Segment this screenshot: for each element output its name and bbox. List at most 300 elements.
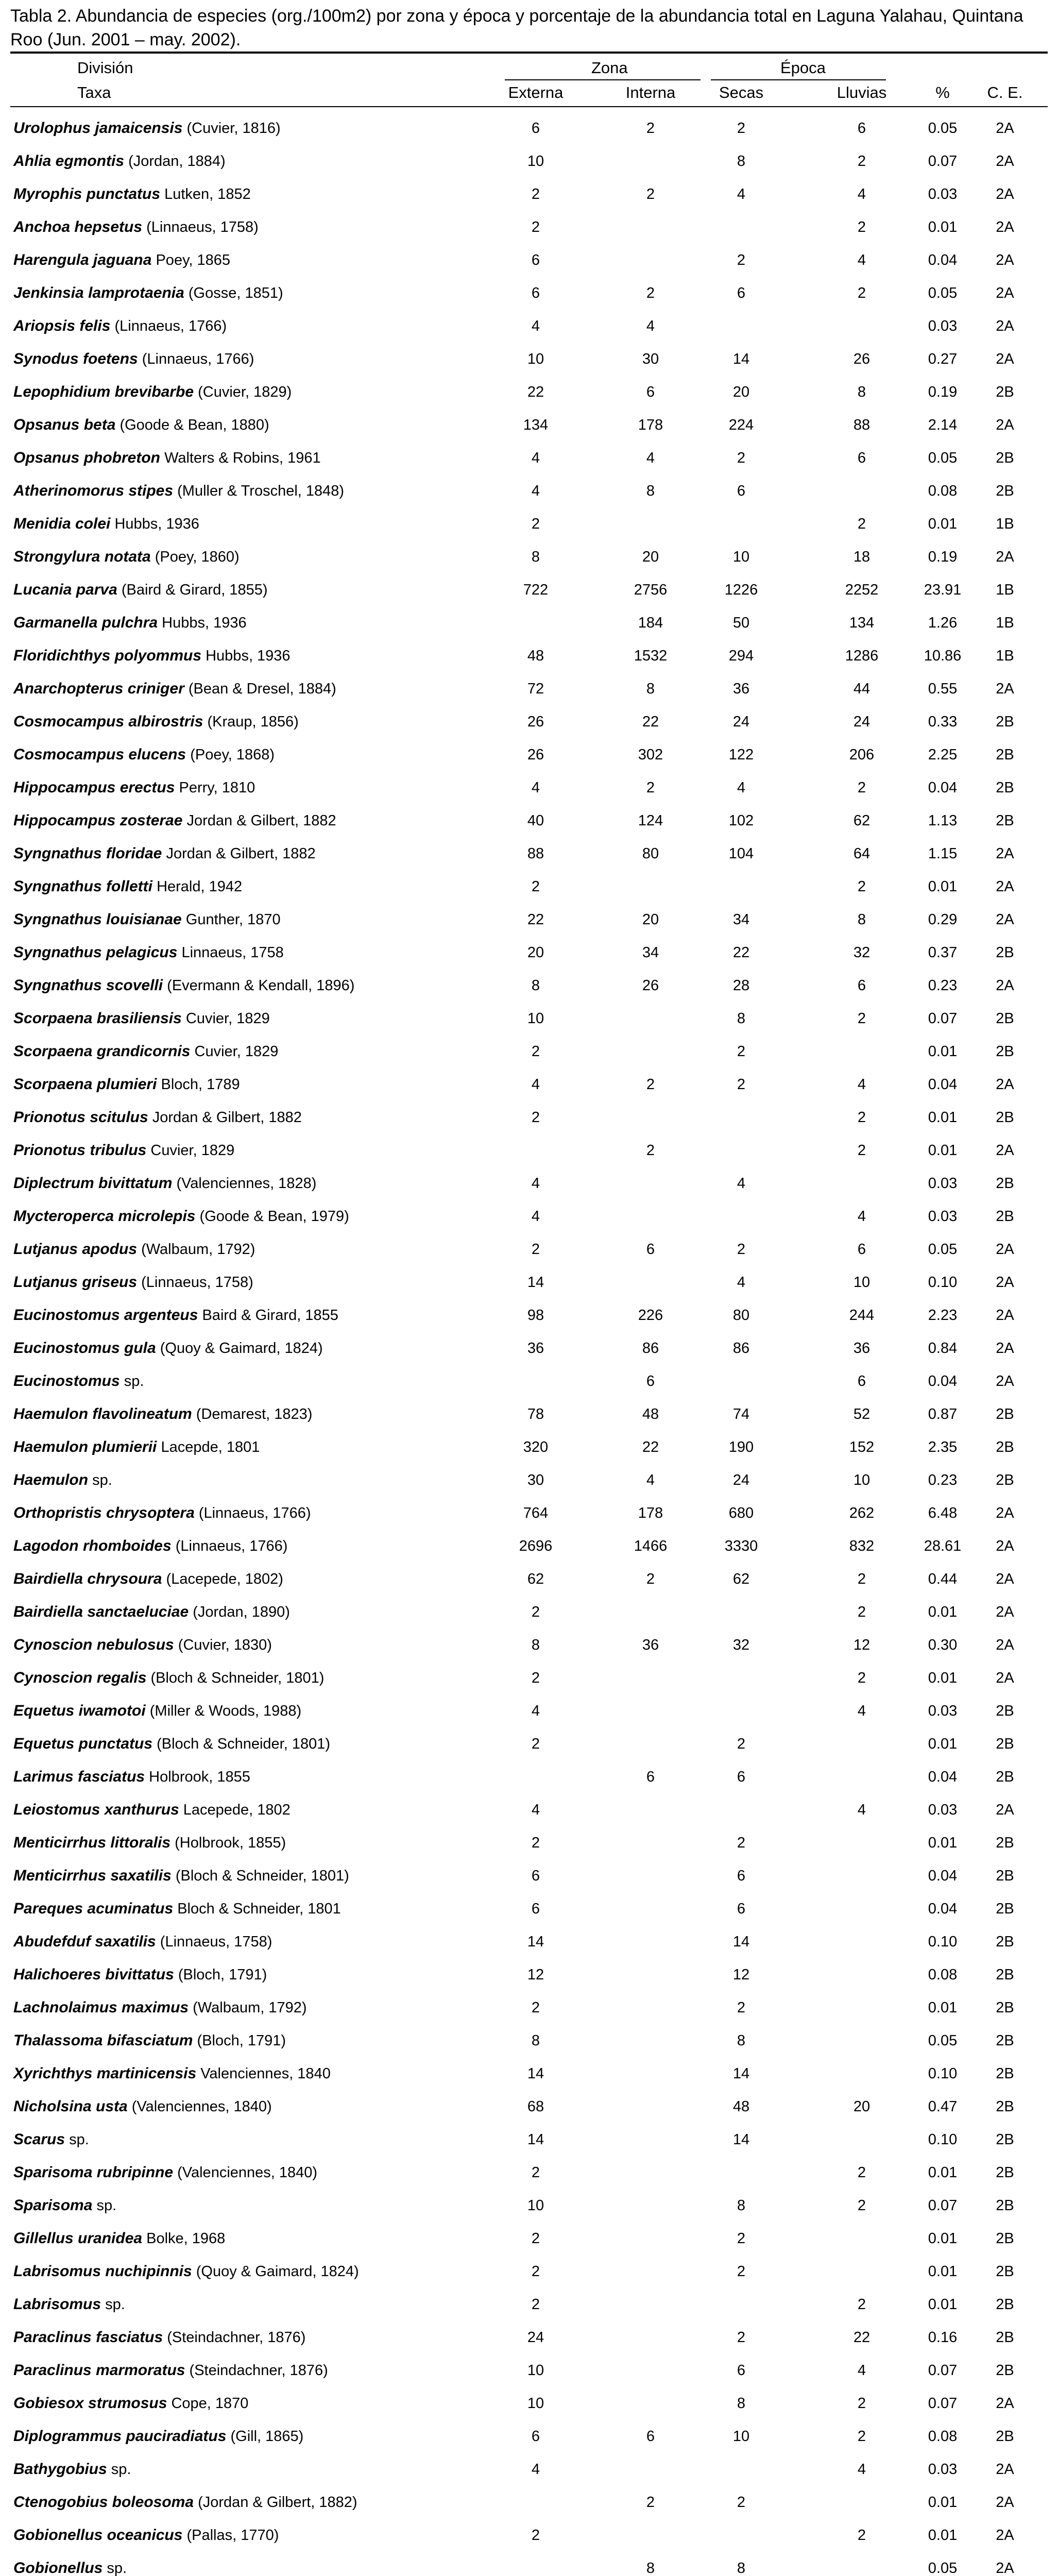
table-row (10, 1264, 1048, 1299)
table-row (10, 605, 1048, 640)
cell-percent: 0.01 (928, 1043, 958, 1060)
cell-ecological-category: 2A (996, 2461, 1014, 2478)
scientific-name: Haemulon plumierii (13, 1438, 157, 1455)
cell-interna: 48 (642, 1406, 659, 1422)
scientific-name: Scorpaena plumieri (13, 1076, 157, 1093)
table-row (10, 1924, 1048, 1959)
cell-interna: 20 (642, 549, 659, 565)
cell-lluvias: 4 (857, 1802, 866, 1818)
author-citation: Hubbs, 1936 (206, 648, 291, 664)
table-row (10, 1231, 1048, 1266)
header-secas: Secas (719, 83, 764, 101)
cell-interna: 2 (646, 2494, 655, 2511)
cell-secas: 3330 (724, 1538, 758, 1554)
header-pct: % (935, 83, 950, 101)
cell-externa: 2 (531, 1736, 540, 1752)
taxon-name (13, 1900, 341, 1918)
author-citation: Herald, 1942 (157, 878, 243, 895)
cell-lluvias: 32 (853, 944, 871, 961)
cell-ecological-category: 2B (996, 1868, 1014, 1884)
cell-interna: 6 (646, 1241, 655, 1258)
cell-externa: 14 (527, 1274, 544, 1291)
table-row (10, 1462, 1048, 1497)
table-row (10, 374, 1048, 409)
cell-externa: 764 (523, 1505, 549, 1521)
taxon-name (13, 1241, 255, 1258)
cell-lluvias: 26 (853, 351, 871, 367)
cell-interna: 1532 (634, 648, 668, 664)
cell-ecological-category: 2A (996, 252, 1014, 268)
cell-externa: 2 (531, 878, 540, 895)
taxon-name (13, 581, 268, 599)
taxon-name (13, 1867, 349, 1885)
table-row (10, 143, 1048, 178)
cell-secas: 14 (732, 1934, 750, 1950)
cell-ecological-category: 2B (996, 714, 1014, 730)
cell-externa: 10 (527, 153, 544, 170)
cell-externa: 2696 (519, 1538, 553, 1554)
cell-lluvias: 52 (853, 1406, 871, 1422)
cell-lluvias: 10 (853, 1274, 871, 1291)
table-row (10, 671, 1048, 706)
cell-secas: 4 (737, 186, 746, 202)
cell-interna: 2756 (634, 582, 668, 598)
cell-ecological-category: 2B (996, 1769, 1014, 1785)
author-citation: sp. (111, 2461, 131, 2478)
cell-ecological-category: 1B (996, 516, 1014, 532)
cell-ecological-category: 2A (996, 417, 1014, 433)
author-citation: (Steindachner, 1876) (189, 2362, 328, 2379)
taxon-name (13, 1603, 290, 1621)
cell-lluvias: 20 (853, 2098, 871, 2115)
cell-lluvias: 4 (857, 1703, 866, 1719)
table-row (10, 968, 1048, 1003)
cell-interna: 2 (646, 285, 655, 301)
cell-percent: 0.19 (928, 384, 958, 400)
cell-externa: 4 (531, 2461, 540, 2478)
cell-ecological-category: 2A (996, 1604, 1014, 1620)
cell-externa: 2 (531, 2263, 540, 2280)
cell-percent: 1.15 (928, 845, 958, 862)
scientific-name: Bathygobius (13, 2461, 107, 2478)
taxon-name (13, 383, 292, 401)
cell-secas: 8 (737, 2560, 746, 2576)
taxon-name (13, 350, 254, 368)
cell-ecological-category: 2A (996, 2395, 1014, 2412)
table-row (10, 2056, 1048, 2091)
cell-ecological-category: 2B (996, 450, 1014, 466)
cell-lluvias: 4 (857, 1076, 866, 1093)
header-ce: C. E. (987, 83, 1023, 101)
cell-secas: 14 (732, 351, 750, 367)
scientific-name: Paraclinus fasciatus (13, 2329, 163, 2346)
cell-secas: 12 (732, 1967, 750, 1983)
cell-secas: 14 (732, 2131, 750, 2148)
cell-externa: 26 (527, 747, 544, 763)
table-row (10, 2352, 1048, 2387)
cell-lluvias: 24 (853, 714, 871, 730)
cell-lluvias: 62 (853, 812, 871, 829)
cell-ecological-category: 2B (996, 1010, 1014, 1027)
scientific-name: Syngnathus louisianae (13, 911, 182, 928)
cell-lluvias: 2 (857, 2164, 866, 2181)
author-citation: (Bloch & Schneider, 1801) (157, 1736, 331, 1752)
taxon-name (13, 1372, 144, 1390)
scientific-name: Leiostomus xanthurus (13, 1801, 179, 1818)
taxon-name (13, 317, 227, 335)
cell-ecological-category: 2B (996, 2131, 1014, 2148)
header-zona: Zona (591, 59, 628, 77)
cell-ecological-category: 2B (996, 1439, 1014, 1455)
cell-ecological-category: 1B (996, 615, 1014, 631)
cell-ecological-category: 2B (996, 2065, 1014, 2082)
cell-percent: 0.16 (928, 2329, 958, 2346)
cell-lluvias: 2 (857, 219, 866, 235)
cell-percent: 0.01 (928, 2164, 958, 2181)
cell-percent: 0.04 (928, 1868, 958, 1884)
cell-secas: 122 (728, 747, 754, 763)
cell-externa: 20 (527, 944, 544, 961)
author-citation: sp. (107, 2560, 127, 2576)
cell-externa: 6 (531, 252, 540, 268)
cell-lluvias: 2 (857, 2527, 866, 2544)
cell-interna: 34 (642, 944, 659, 961)
scientific-name: Haemulon (13, 1471, 89, 1488)
cell-secas: 8 (737, 2032, 746, 2049)
author-citation: (Linnaeus, 1766) (114, 318, 227, 334)
author-citation: sp. (105, 2296, 125, 2313)
taxon-name (13, 482, 344, 500)
taxon-name (13, 2098, 272, 2115)
author-citation: (Bean & Dresel, 1884) (188, 681, 336, 697)
cell-externa: 8 (531, 549, 540, 565)
cell-ecological-category: 2B (996, 2032, 1014, 2049)
scientific-name: Eucinostomus argenteus (13, 1307, 198, 1324)
scientific-name: Myrophis punctatus (13, 185, 161, 202)
cell-lluvias: 2 (857, 2197, 866, 2214)
table-row (10, 1495, 1048, 1530)
cell-ecological-category: 2B (996, 2296, 1014, 2313)
author-citation: Jordan & Gilbert, 1882 (166, 845, 316, 862)
scientific-name: Hippocampus erectus (13, 779, 175, 796)
cell-lluvias: 134 (849, 615, 875, 631)
cell-externa: 4 (531, 779, 540, 796)
cell-ecological-category: 2B (996, 1934, 1014, 1950)
table-row (10, 2517, 1048, 2552)
author-citation: (Muller & Troschel, 1848) (177, 483, 345, 499)
cell-secas: 4 (737, 779, 746, 796)
cell-percent: 0.01 (928, 1999, 958, 2016)
taxon-name (13, 1801, 291, 1819)
cell-ecological-category: 2A (996, 120, 1014, 137)
author-citation: Lacepede, 1802 (183, 1802, 291, 1818)
cell-percent: 0.44 (928, 1571, 958, 1587)
cell-secas: 2 (737, 1076, 746, 1093)
cell-lluvias: 2 (857, 285, 866, 301)
cell-secas: 2 (737, 2263, 746, 2280)
author-citation: (Valenciennes, 1840) (131, 2098, 272, 2115)
table-row (10, 1759, 1048, 1794)
scientific-name: Lutjanus apodus (13, 1241, 137, 1258)
cell-interna: 4 (646, 1472, 655, 1488)
cell-secas: 2 (737, 1043, 746, 1060)
scientific-name: Ahlia egmontis (13, 152, 125, 170)
scientific-name: Sparisoma (13, 2197, 93, 2214)
cell-externa: 8 (531, 977, 540, 994)
cell-interna: 20 (642, 911, 659, 928)
author-citation: sp. (124, 1373, 144, 1389)
taxon-name (13, 1340, 323, 1357)
scientific-name: Cynoscion regalis (13, 1669, 147, 1686)
table-row (10, 902, 1048, 937)
cell-externa: 2 (531, 2296, 540, 2313)
cell-lluvias: 2 (857, 2296, 866, 2313)
table-row (10, 1066, 1048, 1101)
cell-percent: 0.10 (928, 2131, 958, 2148)
scientific-name: Hippocampus zosterae (13, 812, 183, 829)
taxon-name (13, 2065, 331, 2082)
taxon-name (13, 680, 336, 698)
cell-ecological-category: 2A (996, 1571, 1014, 1587)
cell-externa: 2 (531, 1670, 540, 1686)
table-row (10, 770, 1048, 805)
cell-secas: 8 (737, 153, 746, 170)
cell-secas: 86 (732, 1340, 750, 1357)
author-citation: (Linnaeus, 1758) (160, 1934, 272, 1950)
cell-externa: 6 (531, 285, 540, 301)
cell-percent: 0.03 (928, 1208, 958, 1225)
cell-externa: 22 (527, 384, 544, 400)
cell-interna: 2 (646, 1076, 655, 1093)
table-row (10, 1990, 1048, 2025)
author-citation: (Goode & Bean, 1979) (199, 1208, 349, 1225)
cell-lluvias: 832 (849, 1538, 875, 1554)
cell-secas: 2 (737, 1999, 746, 2016)
scientific-name: Abudefduf saxatilis (13, 1933, 156, 1950)
cell-ecological-category: 2A (996, 1637, 1014, 1653)
table-row (10, 1198, 1048, 1233)
cell-lluvias: 88 (853, 417, 871, 433)
scientific-name: Equetus iwamotoi (13, 1702, 146, 1719)
cell-lluvias: 244 (849, 1307, 875, 1324)
author-citation: (Linnaeus, 1766) (142, 351, 254, 367)
cell-percent: 0.03 (928, 1802, 958, 1818)
taxon-name (13, 152, 226, 170)
cell-externa: 12 (527, 1967, 544, 1983)
cell-externa: 2 (531, 1835, 540, 1851)
cell-percent: 0.03 (928, 2461, 958, 2478)
cell-ecological-category: 2A (996, 318, 1014, 334)
cell-percent: 0.01 (928, 878, 958, 895)
scientific-name: Jenkinsia lamprotaenia (13, 284, 184, 301)
cell-ecological-category: 2B (996, 2362, 1014, 2379)
cell-externa: 722 (523, 582, 549, 598)
taxon-name (13, 1933, 272, 1951)
cell-percent: 0.05 (928, 2560, 958, 2576)
table-row (10, 1561, 1048, 1596)
taxon-name (13, 1768, 250, 1786)
taxon-name (13, 1966, 267, 1984)
cell-interna: 184 (638, 615, 663, 631)
scientific-name: Prionotus scitulus (13, 1109, 148, 1126)
cell-externa: 8 (531, 1637, 540, 1653)
cell-secas: 32 (732, 1637, 750, 1653)
cell-externa: 10 (527, 2197, 544, 2214)
cell-externa: 78 (527, 1406, 544, 1422)
scientific-name: Gobionellus oceanicus (13, 2527, 183, 2544)
cell-secas: 28 (732, 977, 750, 994)
cell-secas: 48 (732, 2098, 750, 2115)
cell-lluvias: 206 (849, 747, 875, 763)
author-citation: Cuvier, 1829 (185, 1010, 270, 1027)
cell-ecological-category: 2A (996, 1505, 1014, 1521)
author-citation: (Gill, 1865) (230, 2428, 304, 2445)
cell-lluvias: 2 (857, 2395, 866, 2412)
cell-interna: 8 (646, 2560, 655, 2576)
taxon-name (13, 812, 336, 829)
cell-secas: 80 (732, 1307, 750, 1324)
cell-ecological-category: 2A (996, 219, 1014, 235)
cell-percent: 0.07 (928, 153, 958, 170)
table-row (10, 2418, 1048, 2453)
author-citation: (Quoy & Gaimard, 1824) (160, 1340, 323, 1357)
taxon-name (13, 218, 259, 236)
cell-secas: 36 (732, 681, 750, 697)
zona-rule (505, 79, 701, 80)
cell-ecological-category: 2A (996, 845, 1014, 862)
table-row (10, 110, 1048, 145)
cell-externa: 4 (531, 1076, 540, 1093)
taxon-name (13, 1142, 234, 1159)
taxon-name (13, 1999, 307, 2016)
author-citation: sp. (69, 2131, 89, 2148)
cell-ecological-category: 2B (996, 1175, 1014, 1192)
scientific-name: Scorpaena brasiliensis (13, 1010, 182, 1027)
cell-interna: 1466 (634, 1538, 668, 1554)
author-citation: (Bloch & Schneider, 1801) (150, 1670, 325, 1686)
cell-externa: 88 (527, 845, 544, 862)
scientific-name: Pareques acuminatus (13, 1900, 174, 1917)
cell-percent: 0.27 (928, 351, 958, 367)
cell-percent: 28.61 (924, 1538, 962, 1554)
cell-ecological-category: 2B (996, 2329, 1014, 2346)
cell-externa: 10 (527, 351, 544, 367)
table-row (10, 506, 1048, 541)
cell-ecological-category: 2B (996, 2230, 1014, 2247)
cell-ecological-category: 2A (996, 911, 1014, 928)
scientific-name: Scorpaena grandicornis (13, 1043, 191, 1060)
cell-lluvias: 4 (857, 252, 866, 268)
table-row (10, 1297, 1048, 1332)
author-citation: (Baird & Girard, 1855) (121, 582, 268, 598)
author-citation: (Bloch, 1791) (178, 1967, 267, 1983)
author-citation: (Cuvier, 1816) (186, 120, 281, 137)
cell-percent: 0.01 (928, 1736, 958, 1752)
cell-ecological-category: 2B (996, 1835, 1014, 1851)
cell-percent: 0.01 (928, 1835, 958, 1851)
cell-ecological-category: 2A (996, 1670, 1014, 1686)
cell-interna: 22 (642, 1439, 659, 1455)
author-citation: Bloch & Schneider, 1801 (177, 1901, 341, 1917)
cell-ecological-category: 2A (996, 1241, 1014, 1258)
scientific-name: Orthopristis chrysoptera (13, 1504, 195, 1521)
author-citation: (Jordan & Gilbert, 1882) (198, 2494, 357, 2511)
taxon-name (13, 1504, 311, 1522)
scientific-name: Ariopsis felis (13, 317, 111, 334)
cell-externa: 2 (531, 1241, 540, 1258)
author-citation: (Poey, 1860) (155, 549, 240, 565)
table-row (10, 2484, 1048, 2519)
cell-externa: 14 (527, 2065, 544, 2082)
table-row (10, 638, 1048, 673)
taxon-name (13, 977, 354, 994)
cell-secas: 74 (732, 1406, 750, 1422)
cell-externa: 2 (531, 1109, 540, 1126)
scientific-name: Lepophidium brevibarbe (13, 383, 194, 400)
table-row (10, 1165, 1048, 1200)
cell-externa: 10 (527, 1010, 544, 1027)
cell-percent: 0.01 (928, 2296, 958, 2313)
taxon-name (13, 2197, 116, 2214)
cell-ecological-category: 2B (996, 1406, 1014, 1422)
table-row (10, 869, 1048, 904)
taxon-name (13, 779, 255, 796)
table-row (10, 1033, 1048, 1069)
taxon-name (13, 1834, 286, 1852)
taxon-name (13, 614, 247, 632)
taxon-name (13, 1537, 287, 1555)
cell-percent: 0.01 (928, 516, 958, 532)
cell-interna: 86 (642, 1340, 659, 1357)
cell-interna: 2 (646, 120, 655, 137)
table-row (10, 2253, 1048, 2289)
cell-percent: 0.10 (928, 1274, 958, 1291)
cell-percent: 1.13 (928, 812, 958, 829)
author-citation: (Cuvier, 1830) (178, 1637, 272, 1653)
cell-lluvias: 4 (857, 1208, 866, 1225)
cell-externa: 62 (527, 1571, 544, 1587)
table-row (10, 2188, 1048, 2223)
taxon-name (13, 251, 230, 269)
cell-externa: 68 (527, 2098, 544, 2115)
cell-externa: 4 (531, 483, 540, 499)
scientific-name: Atherinomorus stipes (13, 482, 174, 499)
cell-externa: 2 (531, 2230, 540, 2247)
author-citation: (Holbrook, 1855) (175, 1835, 286, 1851)
cell-secas: 22 (732, 944, 750, 961)
cell-percent: 0.01 (928, 219, 958, 235)
cell-secas: 2 (737, 450, 746, 466)
cell-percent: 0.03 (928, 318, 958, 334)
taxon-name (13, 2428, 303, 2445)
cell-externa: 10 (527, 2362, 544, 2379)
cell-secas: 24 (732, 1472, 750, 1488)
cell-lluvias: 1286 (845, 648, 879, 664)
cell-lluvias: 2 (857, 1010, 866, 1027)
cell-interna: 4 (646, 450, 655, 466)
author-citation: Valenciennes, 1840 (200, 2065, 331, 2082)
scientific-name: Scarus (13, 2131, 65, 2148)
table-row (10, 407, 1048, 442)
author-citation: Hubbs, 1936 (162, 615, 247, 631)
cell-ecological-category: 2B (996, 1109, 1014, 1126)
cell-percent: 2.23 (928, 1307, 958, 1324)
taxon-name (13, 2527, 279, 2544)
taxon-name (13, 1735, 330, 1753)
author-citation: (Quoy & Gaimard, 1824) (196, 2263, 359, 2280)
table-row (10, 275, 1048, 310)
scientific-name: Menticirrhus littoralis (13, 1834, 171, 1851)
